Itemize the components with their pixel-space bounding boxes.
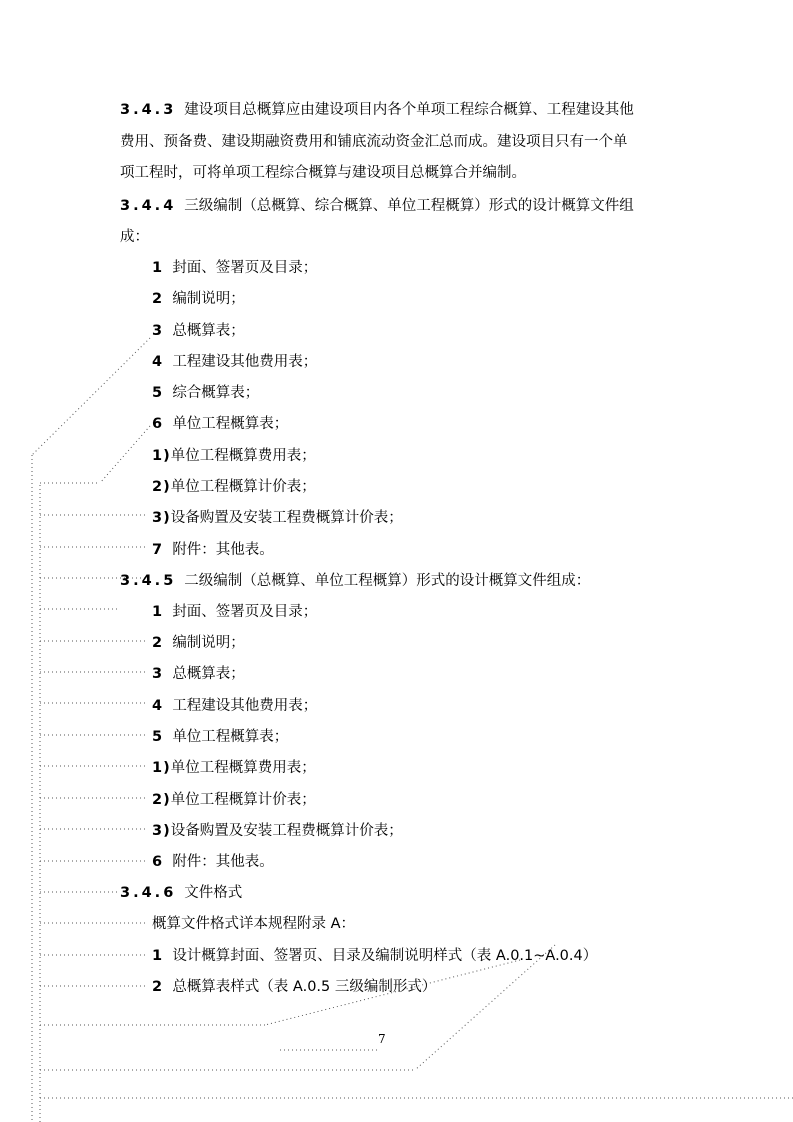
list-text: 编制说明； — [172, 291, 245, 307]
section-number: 3.4.3 — [120, 102, 177, 118]
list-text: 总概算表； — [172, 323, 245, 339]
list-number: 6 — [152, 854, 164, 870]
list-item — [152, 946, 597, 966]
list-number: 5 — [152, 385, 164, 401]
list-number: 4 — [152, 698, 164, 714]
paragraph-line: 成： — [120, 229, 149, 245]
list-number: 7 — [152, 542, 164, 558]
list-number: 6 — [152, 416, 164, 432]
section-3-4-3-heading — [120, 100, 634, 120]
list-item — [152, 540, 274, 560]
paragraph-line: 概算文件格式详本规程附录 A： — [152, 916, 356, 932]
sub-list-item — [152, 508, 403, 528]
section-3-4-6-heading — [120, 883, 242, 903]
list-item — [152, 977, 436, 997]
section-text: 文件格式 — [184, 885, 243, 901]
list-item — [152, 633, 245, 653]
list-text: 设备购置及安装工程费概算计价表； — [170, 510, 403, 526]
list-number: 1 — [152, 604, 164, 620]
list-text: 附件：其他表。 — [172, 854, 274, 870]
list-item — [152, 602, 317, 622]
paragraph-line: 费用、预备费、建设期融资费用和铺底流动资金汇总而成。建设项目只有一个单 — [120, 134, 628, 150]
sub-list-item — [152, 790, 316, 810]
section-text: 二级编制（总概算、单位工程概算）形式的设计概算文件组成： — [184, 573, 591, 589]
list-text: 单位工程概算计价表； — [170, 792, 316, 808]
list-number: 1) — [152, 760, 171, 776]
sub-list-item — [152, 821, 403, 841]
list-item — [152, 696, 317, 716]
list-text: 单位工程概算计价表； — [170, 479, 316, 495]
list-text: 单位工程概算费用表； — [170, 760, 316, 776]
list-item — [152, 258, 317, 278]
list-text: 工程建设其他费用表； — [172, 698, 318, 714]
list-text: 总概算表样式（表 A.0.5 三级编制形式） — [172, 979, 437, 995]
section-number: 3.4.5 — [120, 573, 177, 589]
list-item — [152, 852, 274, 872]
list-number: 1 — [152, 948, 164, 964]
list-item — [152, 414, 288, 434]
list-text: 附件：其他表。 — [172, 542, 274, 558]
list-item — [152, 321, 245, 341]
section-text: 三级编制（总概算、综合概算、单位工程概算）形式的设计概算文件组 — [184, 198, 634, 214]
list-item — [152, 289, 245, 309]
list-text: 单位工程概算费用表； — [170, 448, 316, 464]
page-number: 7 — [378, 1032, 386, 1046]
list-text: 编制说明； — [172, 635, 245, 651]
list-number: 3) — [152, 823, 171, 839]
list-number: 2 — [152, 635, 164, 651]
list-number: 2) — [152, 479, 171, 495]
list-number: 1 — [152, 260, 164, 276]
section-3-4-5-heading — [120, 571, 590, 591]
list-text: 综合概算表； — [172, 385, 260, 401]
sub-list-item — [152, 446, 316, 466]
list-text: 单位工程概算表； — [172, 729, 289, 745]
list-text: 单位工程概算表； — [172, 416, 289, 432]
list-text: 封面、签署页及目录； — [172, 604, 318, 620]
section-number: 3.4.4 — [120, 198, 177, 214]
list-item — [152, 664, 245, 684]
list-item — [152, 352, 317, 372]
list-number: 2 — [152, 979, 164, 995]
list-number: 2) — [152, 792, 171, 808]
list-item — [152, 727, 288, 747]
list-number: 4 — [152, 354, 164, 370]
list-number: 5 — [152, 729, 164, 745]
section-3-4-4-heading — [120, 196, 634, 216]
list-item — [152, 383, 259, 403]
paragraph-line: 项工程时，可将单项工程综合概算与建设项目总概算合并编制。 — [120, 165, 526, 181]
list-text: 封面、签署页及目录； — [172, 260, 318, 276]
section-number: 3.4.6 — [120, 885, 177, 901]
list-text: 设备购置及安装工程费概算计价表； — [170, 823, 403, 839]
list-number: 1) — [152, 448, 171, 464]
list-number: 2 — [152, 291, 164, 307]
list-text: 设计概算封面、签署页、目录及编制说明样式（表 A.0.1~A.0.4） — [172, 948, 598, 964]
sub-list-item — [152, 477, 316, 497]
list-number: 3) — [152, 510, 171, 526]
list-text: 总概算表； — [172, 666, 245, 682]
list-number: 3 — [152, 666, 164, 682]
list-text: 工程建设其他费用表； — [172, 354, 318, 370]
section-text: 建设项目总概算应由建设项目内各个单项工程综合概算、工程建设其他 — [184, 102, 634, 118]
sub-list-item — [152, 758, 316, 778]
list-number: 3 — [152, 323, 164, 339]
